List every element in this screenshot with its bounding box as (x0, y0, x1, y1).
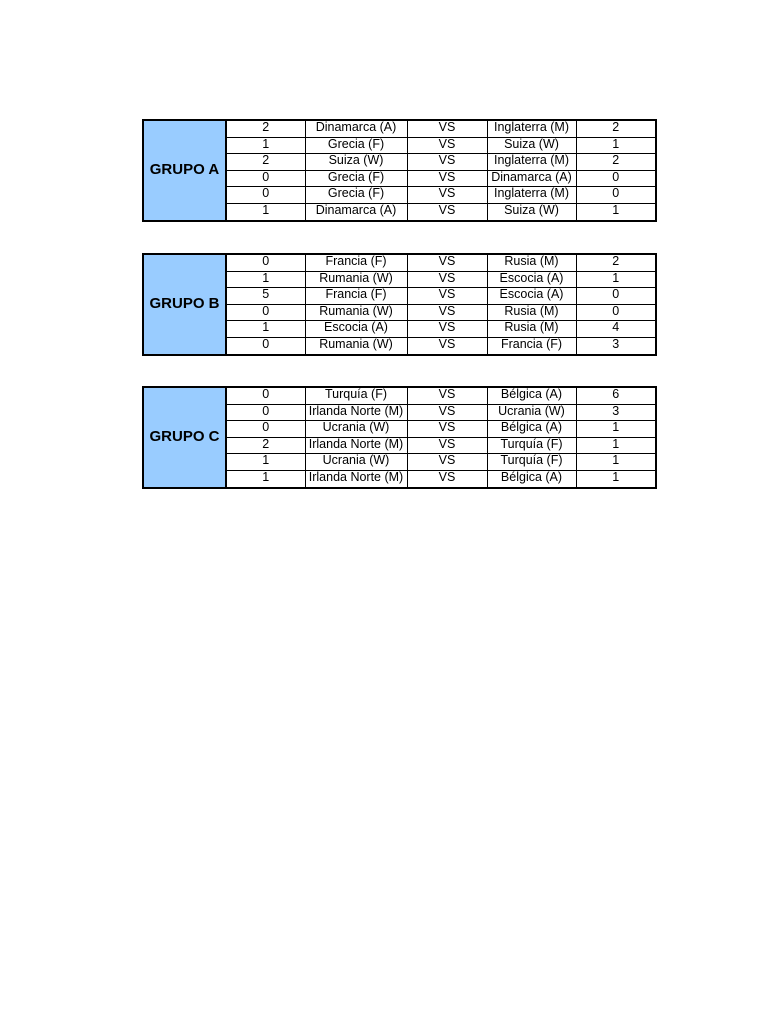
away-team-cell: Dinamarca (A) (487, 170, 576, 187)
group-table-c (142, 386, 657, 489)
home-score-cell: 1 (226, 203, 305, 220)
vs-label-cell: VS (407, 203, 487, 220)
away-score-cell: 3 (576, 337, 656, 354)
home-score-cell: 1 (226, 470, 305, 487)
away-score-cell: 1 (576, 437, 656, 454)
home-score-cell: 0 (226, 170, 305, 187)
away-team-cell: Turquía (F) (487, 454, 576, 471)
home-score-cell: 0 (226, 187, 305, 204)
home-score-cell: 2 (226, 120, 305, 137)
away-score-cell: 6 (576, 387, 656, 404)
away-team-cell: Inglaterra (M) (487, 120, 576, 137)
away-team-cell: Bélgica (A) (487, 470, 576, 487)
home-score-cell: 0 (226, 404, 305, 421)
away-team-cell: Bélgica (A) (487, 387, 576, 404)
home-team-cell: Irlanda Norte (M) (305, 437, 407, 454)
home-team-cell: Rumania (W) (305, 337, 407, 354)
home-team-cell: Grecia (F) (305, 187, 407, 204)
away-team-cell: Francia (F) (487, 337, 576, 354)
vs-label-cell: VS (407, 437, 487, 454)
vs-label-cell: VS (407, 288, 487, 305)
home-team-cell: Irlanda Norte (M) (305, 404, 407, 421)
group-name-cell: GRUPO A (143, 120, 226, 221)
group-table-b (142, 253, 657, 356)
vs-label-cell: VS (407, 337, 487, 354)
home-team-cell: Francia (F) (305, 288, 407, 305)
away-score-cell: 2 (576, 154, 656, 171)
home-score-cell: 1 (226, 137, 305, 154)
away-score-cell: 0 (576, 304, 656, 321)
home-team-cell: Francia (F) (305, 254, 407, 271)
away-score-cell: 1 (576, 203, 656, 220)
away-score-cell: 4 (576, 321, 656, 338)
home-team-cell: Grecia (F) (305, 170, 407, 187)
home-team-cell: Escocia (A) (305, 321, 407, 338)
vs-label-cell: VS (407, 321, 487, 338)
away-team-cell: Suiza (W) (487, 137, 576, 154)
away-team-cell: Escocia (A) (487, 288, 576, 305)
vs-label-cell: VS (407, 271, 487, 288)
vs-label-cell: VS (407, 120, 487, 137)
group-name-cell: GRUPO B (143, 254, 226, 355)
group-table-a (142, 119, 657, 222)
match-row (143, 120, 656, 137)
away-score-cell: 1 (576, 271, 656, 288)
away-team-cell: Turquía (F) (487, 437, 576, 454)
vs-label-cell: VS (407, 170, 487, 187)
vs-label-cell: VS (407, 404, 487, 421)
match-row (143, 387, 656, 404)
home-team-cell: Dinamarca (A) (305, 203, 407, 220)
home-score-cell: 2 (226, 154, 305, 171)
away-score-cell: 0 (576, 187, 656, 204)
home-score-cell: 1 (226, 454, 305, 471)
away-score-cell: 2 (576, 254, 656, 271)
home-score-cell: 0 (226, 337, 305, 354)
away-team-cell: Suiza (W) (487, 203, 576, 220)
vs-label-cell: VS (407, 254, 487, 271)
home-team-cell: Irlanda Norte (M) (305, 470, 407, 487)
away-team-cell: Rusia (M) (487, 254, 576, 271)
home-score-cell: 0 (226, 304, 305, 321)
home-score-cell: 0 (226, 254, 305, 271)
vs-label-cell: VS (407, 470, 487, 487)
home-score-cell: 1 (226, 271, 305, 288)
group-name-cell: GRUPO C (143, 387, 226, 488)
home-score-cell: 2 (226, 437, 305, 454)
away-score-cell: 0 (576, 170, 656, 187)
match-row (143, 254, 656, 271)
away-team-cell: Ucrania (W) (487, 404, 576, 421)
home-team-cell: Grecia (F) (305, 137, 407, 154)
away-score-cell: 1 (576, 421, 656, 438)
home-score-cell: 0 (226, 387, 305, 404)
away-score-cell: 1 (576, 137, 656, 154)
home-team-cell: Ucrania (W) (305, 454, 407, 471)
away-score-cell: 0 (576, 288, 656, 305)
away-team-cell: Rusia (M) (487, 304, 576, 321)
home-score-cell: 5 (226, 288, 305, 305)
home-team-cell: Dinamarca (A) (305, 120, 407, 137)
home-team-cell: Turquía (F) (305, 387, 407, 404)
away-score-cell: 1 (576, 454, 656, 471)
home-team-cell: Ucrania (W) (305, 421, 407, 438)
vs-label-cell: VS (407, 421, 487, 438)
home-team-cell: Rumania (W) (305, 271, 407, 288)
away-team-cell: Inglaterra (M) (487, 154, 576, 171)
away-score-cell: 3 (576, 404, 656, 421)
away-score-cell: 1 (576, 470, 656, 487)
away-team-cell: Bélgica (A) (487, 421, 576, 438)
home-team-cell: Suiza (W) (305, 154, 407, 171)
vs-label-cell: VS (407, 304, 487, 321)
vs-label-cell: VS (407, 137, 487, 154)
away-team-cell: Rusia (M) (487, 321, 576, 338)
vs-label-cell: VS (407, 187, 487, 204)
away-score-cell: 2 (576, 120, 656, 137)
home-score-cell: 0 (226, 421, 305, 438)
vs-label-cell: VS (407, 454, 487, 471)
away-team-cell: Inglaterra (M) (487, 187, 576, 204)
home-team-cell: Rumania (W) (305, 304, 407, 321)
away-team-cell: Escocia (A) (487, 271, 576, 288)
vs-label-cell: VS (407, 154, 487, 171)
vs-label-cell: VS (407, 387, 487, 404)
home-score-cell: 1 (226, 321, 305, 338)
